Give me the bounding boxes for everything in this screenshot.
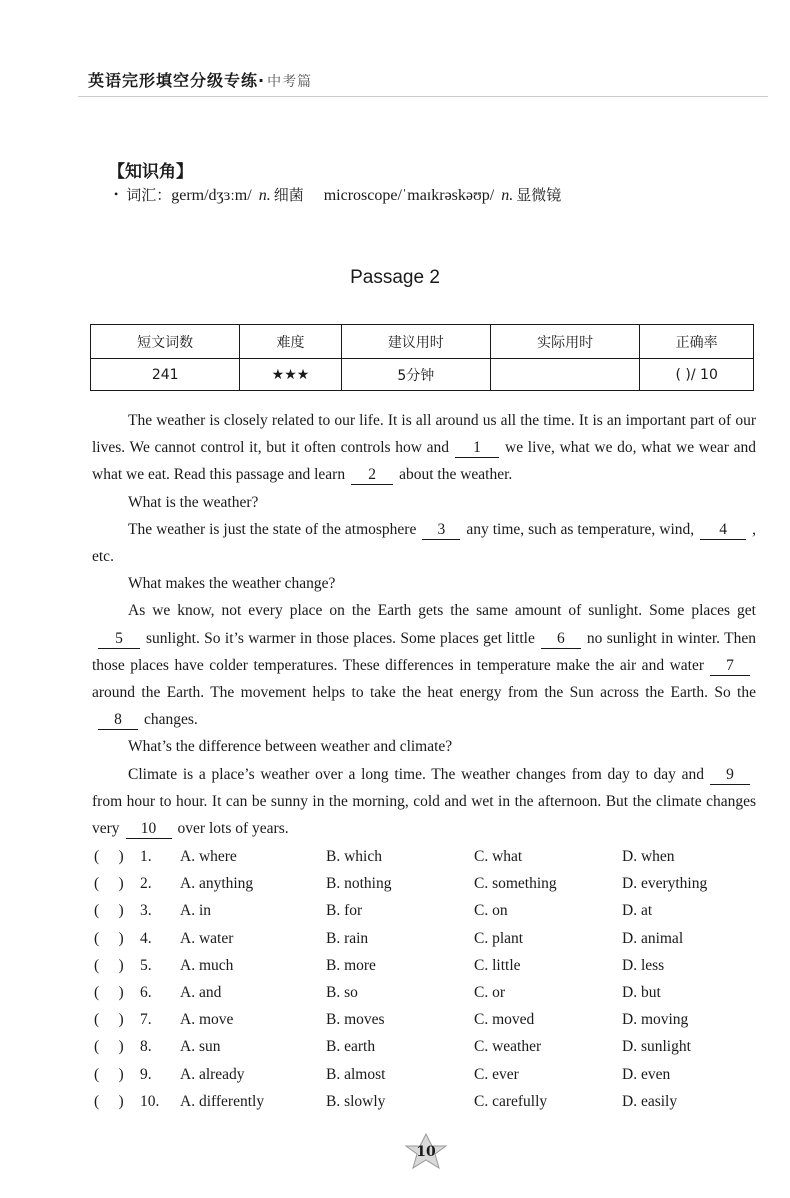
vocab-meaning: 显微镜 (516, 186, 562, 204)
question-number: 2. (140, 875, 152, 893)
blank-2[interactable]: 2 (351, 466, 393, 485)
passage-stats-table (90, 324, 754, 391)
book-header (88, 68, 312, 91)
option-b[interactable]: B. nothing (326, 875, 392, 893)
answer-paren[interactable]: ( ) (94, 1065, 124, 1083)
option-row (94, 843, 774, 870)
question-number: 3. (140, 902, 152, 920)
option-d[interactable]: D. when (622, 848, 675, 865)
header-divider (78, 96, 768, 97)
question-number: 8. (140, 1038, 152, 1056)
option-d[interactable]: D. sunlight (622, 1038, 691, 1056)
question-number: 4. (140, 929, 152, 947)
option-row (94, 870, 774, 897)
vocab-word: germ/dʒɜːm/ (171, 187, 252, 204)
knowledge-corner-title: 【知识角】 (108, 162, 193, 182)
header-suggested-time: 建议用时 (341, 325, 490, 359)
option-a[interactable]: A. much (180, 956, 234, 974)
option-row (94, 925, 774, 952)
blank-7[interactable]: 7 (710, 657, 750, 676)
option-b[interactable]: B. almost (326, 1065, 386, 1083)
option-c[interactable]: C. or (474, 983, 505, 1001)
value-accuracy[interactable]: ( )/ 10 (640, 359, 754, 391)
option-d[interactable]: D. even (622, 1065, 671, 1083)
option-a[interactable]: A. move (180, 1011, 234, 1029)
header-accuracy: 正确率 (640, 325, 754, 359)
header-separator: · (258, 71, 266, 90)
option-b[interactable]: B. so (326, 983, 358, 1001)
paragraph-2: The weather is just the state of the atmosphere 3 any time, such as temperature, wind, 4 , etc. (92, 520, 756, 566)
option-a[interactable]: A. differently (180, 1092, 265, 1110)
header-actual-time: 实际用时 (491, 325, 640, 359)
option-c[interactable]: C. moved (474, 1011, 535, 1029)
option-row (94, 1033, 774, 1060)
answer-paren[interactable]: ( ) (94, 1038, 124, 1056)
blank-10[interactable]: 10 (126, 820, 172, 839)
question-number: 7. (140, 1011, 152, 1029)
option-d[interactable]: D. at (622, 902, 653, 920)
value-difficulty-stars: ★★★ (240, 359, 341, 391)
blank-8[interactable]: 8 (98, 711, 138, 730)
answer-options (94, 843, 774, 1115)
option-c[interactable]: C. carefully (474, 1092, 548, 1110)
option-a[interactable]: A. in (180, 902, 211, 920)
table-header-row (91, 325, 754, 359)
passage-title: Passage 2 (350, 267, 440, 288)
blank-5[interactable]: 5 (98, 630, 140, 649)
option-row (94, 1088, 774, 1115)
blank-6[interactable]: 6 (541, 630, 581, 649)
question-number: 6. (140, 983, 152, 1001)
question-heading-3: What’s the difference between weather and climate? (128, 738, 453, 756)
option-row (94, 1006, 774, 1033)
table-value-row (91, 359, 754, 391)
option-b[interactable]: B. slowly (326, 1092, 386, 1110)
option-d[interactable]: D. moving (622, 1011, 689, 1029)
vocab-meaning: 细菌 (273, 186, 304, 204)
question-heading-1: What is the weather? (128, 493, 259, 511)
option-row (94, 897, 774, 924)
option-b[interactable]: B. rain (326, 929, 369, 947)
paragraph-4: Climate is a place’s weather over a long time. The weather changes from day to day and 9from hour to hour. It can be sunny in the morning, cold and wet in the afternoon. But the climate changes very 10 over lots of years. (92, 765, 756, 838)
paragraph-1: The weather is closely related to our life. It is all around us all the time. It is an important part of our lives. We cannot control it, but it often controls how and 1 we live, what we do, what we wear and what we eat. Read this passage and learn 2 about the weather. (92, 412, 756, 484)
passage-body (92, 407, 756, 842)
option-b[interactable]: B. earth (326, 1038, 376, 1056)
option-d[interactable]: D. less (622, 956, 665, 974)
vocab-pos: n. (258, 187, 271, 204)
vocab-label: 词汇： (126, 186, 172, 204)
page-number: 10 (416, 1144, 436, 1160)
answer-paren[interactable]: ( ) (94, 875, 124, 893)
option-b[interactable]: B. which (326, 848, 382, 865)
page-number-badge (396, 1132, 456, 1172)
answer-paren[interactable]: ( ) (94, 1011, 124, 1029)
vocabulary-line (114, 184, 561, 205)
value-word-count: 241 (91, 359, 240, 391)
option-a[interactable]: A. anything (180, 875, 254, 893)
option-a[interactable]: A. and (180, 983, 222, 1001)
option-row (94, 952, 774, 979)
question-number: 1. (140, 848, 152, 865)
book-subtitle: 中考篇 (267, 74, 313, 90)
option-a[interactable]: A. water (180, 929, 234, 947)
answer-paren[interactable]: ( ) (94, 902, 124, 920)
option-d[interactable]: D. animal (622, 929, 684, 947)
option-d[interactable]: D. everything (622, 875, 708, 893)
option-d[interactable]: D. easily (622, 1092, 678, 1110)
option-a[interactable]: A. where (180, 848, 237, 865)
option-c[interactable]: C. what (474, 848, 523, 865)
answer-paren[interactable]: ( ) (94, 848, 124, 865)
option-c[interactable]: C. weather (474, 1038, 542, 1056)
vocab-word: microscope/ˈmaɪkrəskəʊp/ (323, 187, 495, 204)
question-number: 10. (140, 1092, 160, 1110)
question-number: 5. (140, 956, 152, 974)
header-difficulty: 难度 (240, 325, 341, 359)
value-actual-time[interactable] (491, 359, 640, 391)
answer-paren[interactable]: ( ) (94, 929, 124, 947)
value-suggested-time: 5分钟 (341, 359, 490, 391)
answer-paren[interactable]: ( ) (94, 956, 124, 974)
header-word-count: 短文词数 (91, 325, 240, 359)
option-c[interactable]: C. on (474, 902, 508, 920)
option-b[interactable]: B. moves (326, 1011, 385, 1029)
option-c[interactable]: C. ever (474, 1065, 519, 1083)
option-b[interactable]: B. for (326, 902, 363, 920)
option-row (94, 979, 774, 1006)
option-a[interactable]: A. already (180, 1065, 245, 1083)
option-a[interactable]: A. sun (180, 1038, 221, 1056)
vocab-pos: n. (501, 187, 514, 204)
blank-9[interactable]: 9 (710, 766, 750, 785)
book-title: 英语完形填空分级专练 (88, 71, 259, 90)
question-heading-2: What makes the weather change? (128, 575, 336, 593)
answer-paren[interactable]: ( ) (94, 1092, 124, 1110)
option-b[interactable]: B. more (326, 956, 376, 974)
paragraph-3: As we know, not every place on the Earth gets the same amount of sunlight. Some places get5 sunlight. So it’s warmer in those places. Some places get little 6 no sunlight in winter. Then those places have colder temperatures. These differences in temperature make the air and water 7around the Earth. The movement helps to take the heat energy from the Sun across the Earth. So the8 changes. (92, 602, 756, 729)
question-number: 9. (140, 1065, 152, 1083)
answer-paren[interactable]: ( ) (94, 983, 124, 1001)
blank-1[interactable]: 1 (455, 439, 499, 458)
option-c[interactable]: C. little (474, 956, 521, 974)
blank-3[interactable]: 3 (422, 521, 460, 540)
option-c[interactable]: C. plant (474, 929, 524, 947)
blank-4[interactable]: 4 (700, 521, 746, 540)
option-row (94, 1061, 774, 1088)
bullet-icon: • (114, 187, 119, 201)
option-c[interactable]: C. something (474, 875, 557, 893)
option-d[interactable]: D. but (622, 983, 661, 1001)
